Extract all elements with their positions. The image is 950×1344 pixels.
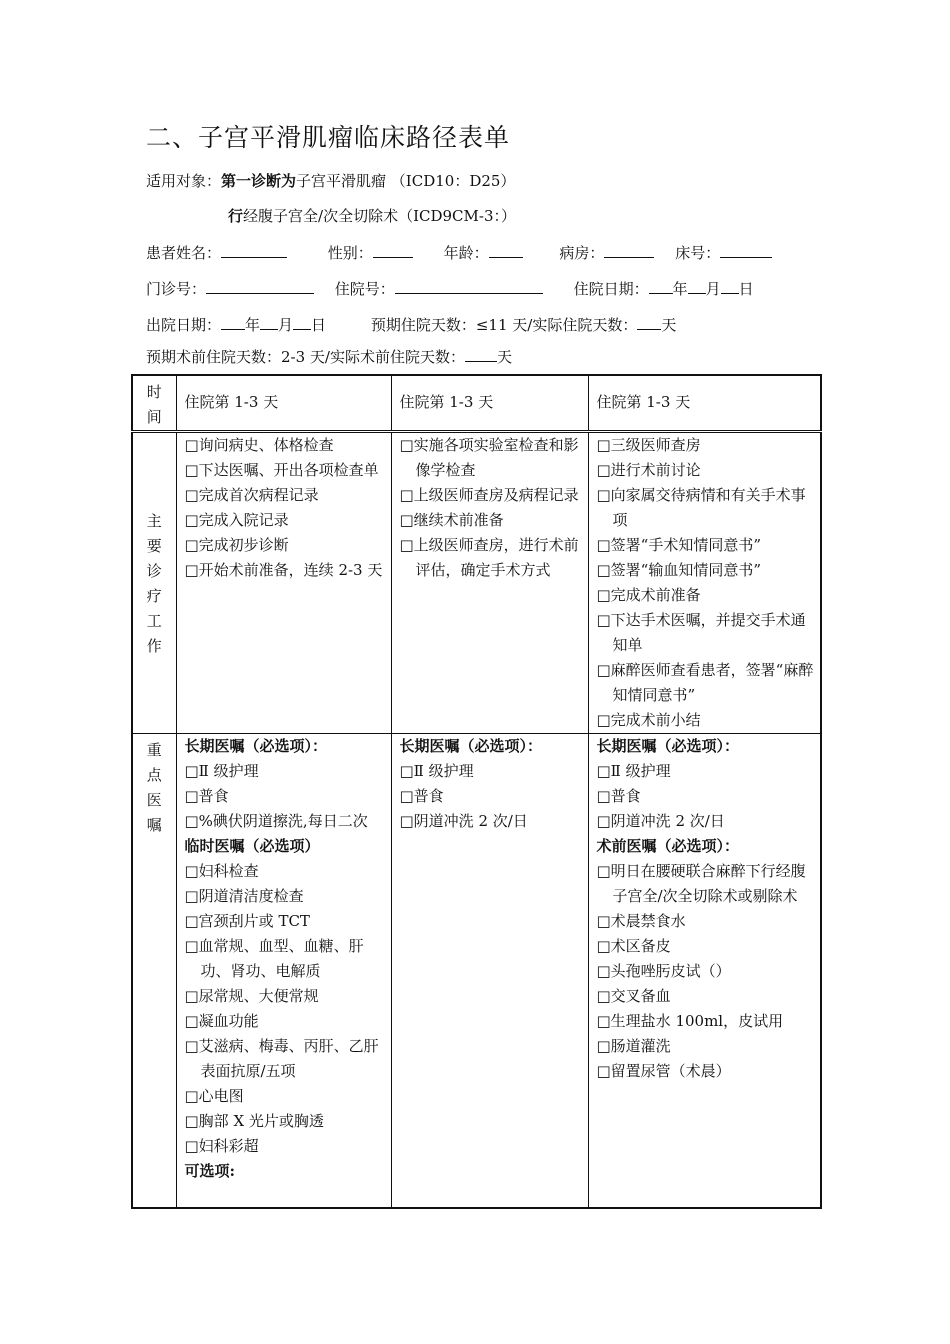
checklist-item[interactable]: □胸部 X 光片或胸透	[184, 1112, 324, 1130]
checklist-item[interactable]: □术区备皮	[596, 937, 671, 955]
preop-unit: 天	[496, 348, 512, 366]
outpatient-field[interactable]	[206, 279, 314, 294]
section-heading: 术前医嘱（必选项）：	[596, 837, 740, 855]
applicable-line	[146, 170, 515, 191]
checklist-item[interactable]: □尿常规、大便常规	[184, 987, 319, 1005]
main-cell-1	[176, 432, 391, 734]
checklist-item[interactable]: □完成入院记录	[184, 511, 289, 529]
checklist-item[interactable]: □阴道冲洗 2 次/日	[399, 812, 528, 830]
checklist-item[interactable]: □阴道冲洗 2 次/日	[596, 812, 725, 830]
admit-year-field[interactable]	[649, 279, 673, 294]
col-header-3: 住院第 1-3 天	[588, 375, 821, 432]
checklist-item[interactable]: □宫颈刮片或 TCT	[184, 912, 310, 930]
name-label: 患者姓名：	[146, 244, 222, 262]
day-text: 日	[311, 316, 327, 334]
section-heading: 长期医嘱（必选项）：	[399, 737, 543, 755]
year-text: 年	[245, 316, 261, 334]
checklist-item[interactable]: □心电图	[184, 1087, 244, 1105]
month-text: 月	[705, 280, 721, 298]
year-text: 年	[672, 280, 688, 298]
age-label: 年龄：	[443, 244, 489, 262]
surgery-text: 经腹子宫全/次全切除术（ICD9CM-3：）	[243, 207, 516, 225]
day-text: 日	[738, 280, 754, 298]
ward-label: 病房：	[559, 244, 605, 262]
col-header-1: 住院第 1-3 天	[176, 375, 391, 432]
bed-field[interactable]	[720, 243, 772, 258]
orders-cell-3	[588, 734, 821, 1208]
checklist-item[interactable]: □普食	[399, 787, 444, 805]
checklist-item[interactable]: □%碘伏阴道擦洗,每日二次	[184, 812, 368, 830]
checklist-item[interactable]: □头孢唑肟皮试（）	[596, 962, 731, 980]
checklist-item[interactable]: □生理盐水 100ml，皮试用	[596, 1012, 784, 1030]
preop-days-label: 预期术前住院天数：2-3 天/实际术前住院天数：	[146, 348, 465, 366]
checklist-item[interactable]: □三级医师查房	[596, 436, 701, 454]
checklist-item[interactable]: □向家属交待病情和有关手术事项	[596, 486, 806, 529]
checklist-item[interactable]: □开始术前准备，连续 2-3 天	[184, 561, 383, 579]
age-field[interactable]	[489, 243, 523, 258]
orders-row	[132, 734, 821, 1208]
checklist-item[interactable]: □下达手术医嘱，并提交手术通知单	[596, 611, 806, 654]
checklist-item[interactable]: □上级医师查房及病程记录	[399, 486, 579, 504]
checklist-item[interactable]: □完成术前小结	[596, 711, 701, 729]
discharge-year-field[interactable]	[221, 315, 245, 330]
inpatient-field[interactable]	[395, 279, 543, 294]
outpatient-label: 门诊号：	[146, 280, 207, 298]
discharge-day-field[interactable]	[293, 315, 311, 330]
admit-month-field[interactable]	[688, 279, 706, 294]
section-heading: 可选项:	[184, 1162, 236, 1180]
checklist-item[interactable]: □术晨禁食水	[596, 912, 686, 930]
checklist-item[interactable]: □妇科彩超	[184, 1137, 259, 1155]
expected-stay-label: 预期住院天数：≤11 天/实际住院天数：	[370, 316, 638, 334]
admit-day-field[interactable]	[721, 279, 739, 294]
checklist-item[interactable]: □签署“手术知情同意书”	[596, 536, 762, 554]
checklist-item[interactable]: □艾滋病、梅毒、丙肝、乙肝表面抗原/五项	[184, 1037, 379, 1080]
name-field[interactable]	[221, 243, 287, 258]
time-label: 时间	[146, 383, 162, 426]
orders-cell-1	[176, 734, 391, 1208]
time-label-cell	[132, 375, 176, 432]
main-cell-2	[391, 432, 588, 734]
col-header-2: 住院第 1-3 天	[391, 375, 588, 432]
admit-label: 住院日期：	[573, 280, 649, 298]
section-heading: 长期医嘱（必选项）：	[596, 737, 740, 755]
checklist-item[interactable]: □实施各项实验室检查和影像学检查	[399, 436, 579, 479]
patient-line-1	[146, 242, 772, 263]
checklist-item[interactable]: □询问病史、体格检查	[184, 436, 334, 454]
checklist-item[interactable]: □Ⅱ 级护理	[596, 762, 671, 780]
stay-unit: 天	[661, 316, 677, 334]
clinical-path-table	[131, 374, 822, 1209]
section-heading: 长期医嘱（必选项）：	[184, 737, 328, 755]
bed-label: 床号：	[675, 244, 721, 262]
checklist-item[interactable]: □妇科检查	[184, 862, 259, 880]
applicable-label: 适用对象：	[146, 172, 222, 190]
orders-label: 重点医嘱	[146, 741, 162, 834]
section-heading: 临时医嘱（必选项）	[184, 837, 320, 855]
checklist-item[interactable]: □Ⅱ 级护理	[399, 762, 474, 780]
patient-line-3	[146, 314, 676, 335]
applicable-bold-1: 第一诊断为	[221, 172, 297, 190]
page-title: 二、子宫平滑肌瘤临床路径表单	[146, 123, 511, 152]
inpatient-label: 住院号：	[334, 280, 395, 298]
checklist-item[interactable]: □肠道灌洗	[596, 1037, 671, 1055]
checklist-item[interactable]: □下达医嘱、开出各项检查单	[184, 461, 379, 479]
patient-line-2	[146, 278, 754, 299]
diagnosis-text: 子宫平滑肌瘤 （ICD10：D25）	[296, 172, 516, 190]
checklist-item[interactable]: □普食	[596, 787, 641, 805]
checklist-item[interactable]: □麻醉医师查看患者，签署“麻醉知情同意书”	[596, 661, 814, 704]
checklist-item[interactable]: □血常规、血型、血糖、肝功、肾功、电解质	[184, 937, 364, 980]
ward-field[interactable]	[604, 243, 654, 258]
actual-stay-field[interactable]	[637, 315, 661, 330]
checklist-item[interactable]: □完成初步诊断	[184, 536, 289, 554]
checklist-item[interactable]: □完成首次病程记录	[184, 486, 319, 504]
header-row	[132, 375, 821, 432]
checklist-item[interactable]: □交叉备血	[596, 987, 671, 1005]
checklist-item[interactable]: □继续术前准备	[399, 511, 504, 529]
orders-label-cell	[132, 734, 176, 1208]
orders-cell-2	[391, 734, 588, 1208]
checklist-item[interactable]: □进行术前讨论	[596, 461, 701, 479]
patient-line-4	[146, 346, 512, 367]
checklist-item[interactable]: □签署“输血知情同意书”	[596, 561, 762, 579]
checklist-item[interactable]: □完成术前准备	[596, 586, 701, 604]
surgery-line	[228, 205, 516, 226]
checklist-item[interactable]: □凝血功能	[184, 1012, 259, 1030]
main-work-row	[132, 432, 821, 734]
preop-actual-field[interactable]	[465, 347, 497, 362]
sex-label: 性别：	[327, 244, 373, 262]
sex-field[interactable]	[373, 243, 413, 258]
main-label: 主要诊疗工作	[146, 512, 162, 655]
discharge-label: 出院日期：	[146, 316, 222, 334]
applicable-bold-2: 行	[228, 207, 244, 225]
main-label-cell	[132, 432, 176, 734]
discharge-month-field[interactable]	[260, 315, 278, 330]
checklist-item[interactable]: □上级医师查房，进行术前评估，确定手术方式	[399, 536, 579, 579]
main-cell-3	[588, 432, 821, 734]
checklist-item[interactable]: □明日在腰硬联合麻醉下行经腹子宫全/次全切除术或剔除术	[596, 862, 806, 905]
checklist-item[interactable]: □Ⅱ 级护理	[184, 762, 259, 780]
month-text: 月	[278, 316, 294, 334]
checklist-item[interactable]: □留置尿管（术晨）	[596, 1062, 731, 1080]
checklist-item[interactable]: □阴道清洁度检查	[184, 887, 304, 905]
checklist-item[interactable]: □普食	[184, 787, 229, 805]
